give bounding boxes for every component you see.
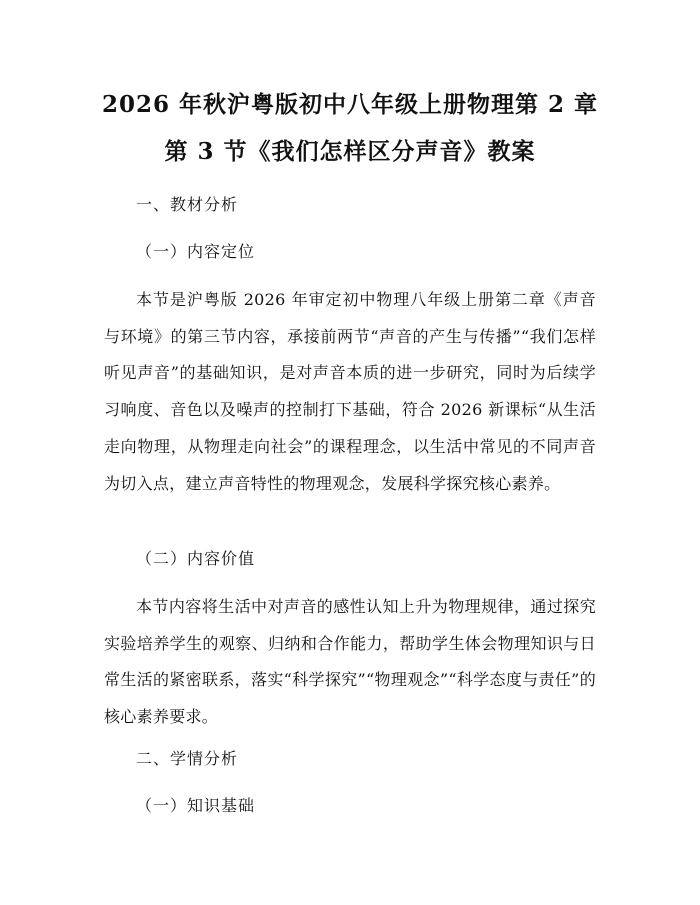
- section-heading-textbook-analysis: 一、教材分析: [136, 195, 239, 214]
- document-title-line-2: 第 3 节《我们怎样区分声音》教案: [164, 138, 536, 165]
- subsection-heading-knowledge-foundation: （一）知识基础: [136, 796, 256, 815]
- document-title-line-1: 2026 年秋沪粤版初中八年级上册物理第 2 章: [101, 91, 599, 118]
- subsection-heading-content-positioning: （一）内容定位: [136, 242, 256, 261]
- paragraph-content-positioning: 本节是沪粤版 2026 年审定初中物理八年级上册第二章《声音与环境》的第三节内容，承接前两节“声音的产生与传播”“我们怎样听见声音”的基础知识，是对声音本质的进一步研究，同时为后续学习响度、音色以及噪声的控制打下基础，符合 2026 新课标“从生活走向物理，从物理走向社会”的课程理念，以生活中常见的不同声音为切入点，建立声音特性的物理观念，发展科学探究核心素养。: [104, 290, 596, 493]
- section-heading-learner-analysis: 二、学情分析: [136, 749, 239, 768]
- paragraph-content-value: 本节内容将生活中对声音的感性认知上升为物理规律，通过探究实验培养学生的观察、归纳和合作能力，帮助学生体会物理知识与日常生活的紧密联系，落实“科学探究”“物理观念”“科学态度与责任”的核心素养要求。: [104, 597, 596, 727]
- subsection-heading-content-value: （二）内容价值: [136, 549, 256, 568]
